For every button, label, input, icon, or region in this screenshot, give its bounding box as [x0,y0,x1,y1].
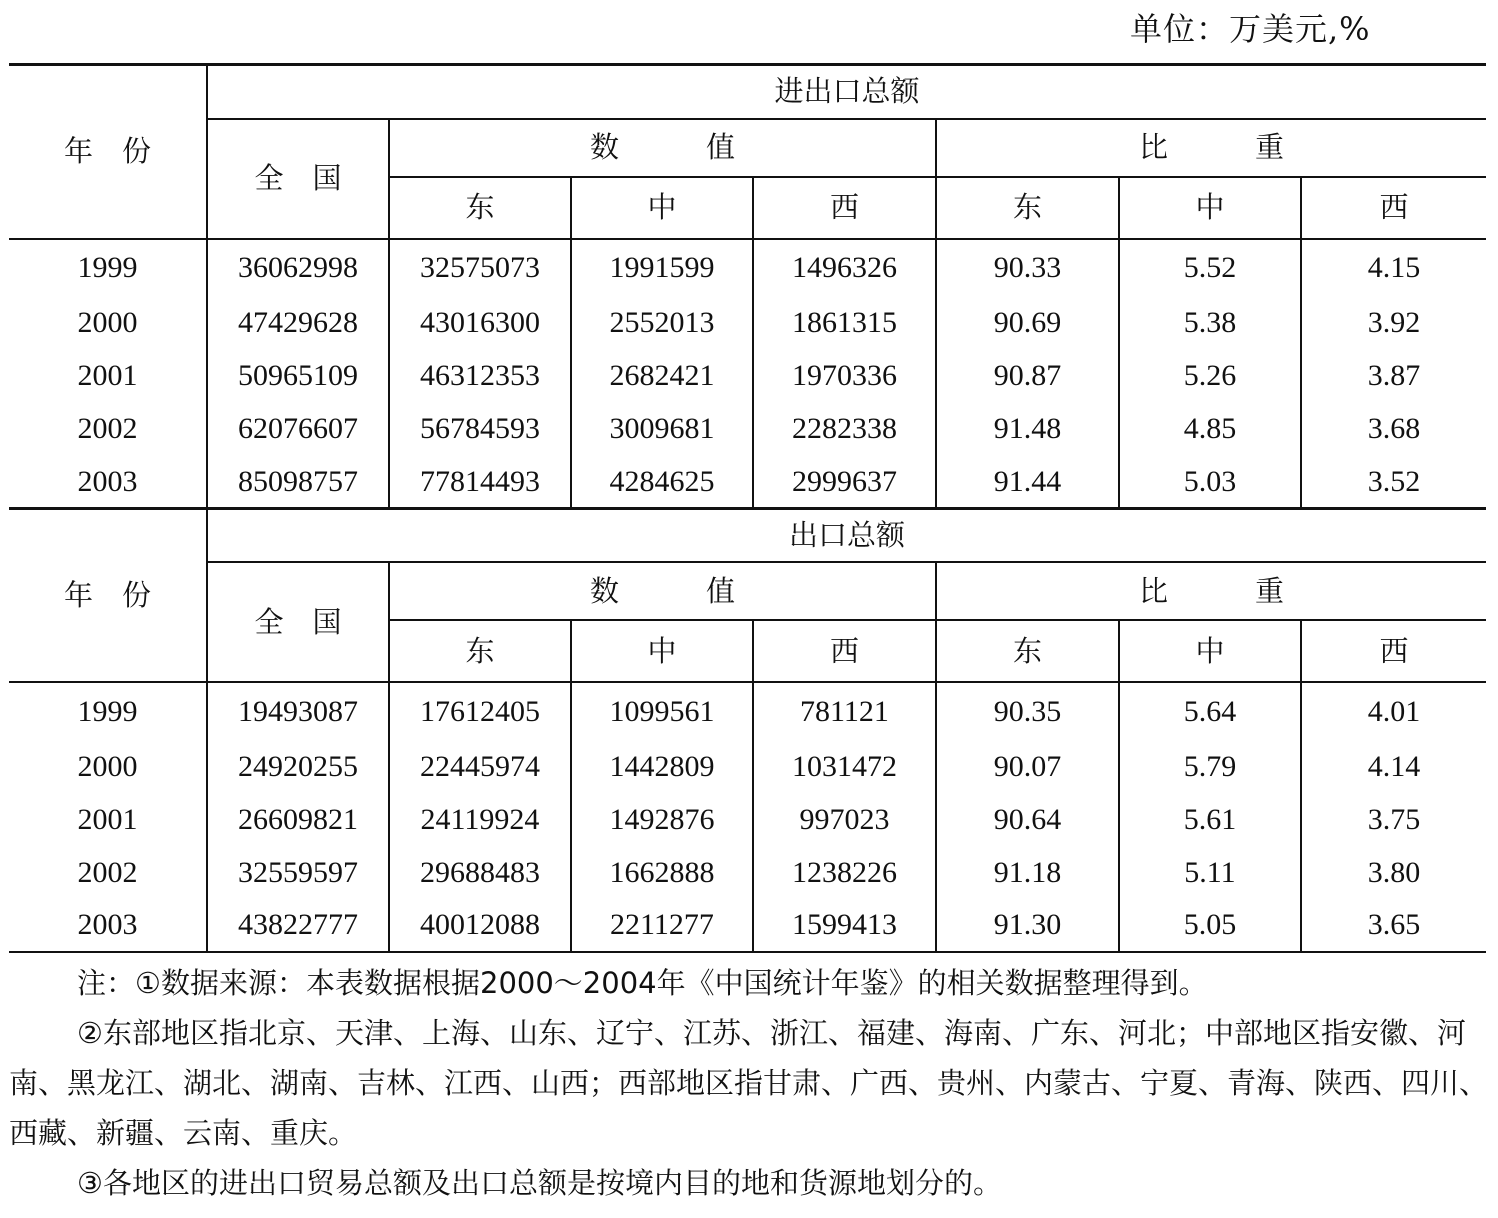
value-header: 数 值 [389,562,936,620]
east-value-cell: 40012088 [389,899,571,952]
region-central-header: 中 [1119,177,1301,239]
east-share-cell: 91.30 [936,899,1119,952]
west-value-cell: 1861315 [753,297,936,350]
central-value-cell: 3009681 [571,403,753,456]
east-value-cell: 17612405 [389,682,571,740]
central-value-cell: 1442809 [571,740,753,793]
table-row [9,682,1486,740]
east-value-cell: 77814493 [389,456,571,509]
west-share-cell: 4.14 [1301,740,1486,793]
region-west-header: 西 [753,620,936,682]
west-share-cell: 3.92 [1301,297,1486,350]
west-value-cell: 2999637 [753,456,936,509]
central-value-cell: 1991599 [571,239,753,297]
east-value-cell: 24119924 [389,793,571,846]
central-share-cell: 5.79 [1119,740,1301,793]
west-share-cell: 3.75 [1301,793,1486,846]
west-value-cell: 1970336 [753,350,936,403]
national-value-cell: 36062998 [207,239,389,297]
year-cell: 2001 [77,802,138,836]
west-share-cell: 3.80 [1301,846,1486,899]
year-cell: 2000 [77,306,138,339]
central-value-cell: 1662888 [571,846,753,899]
east-share-cell: 91.18 [936,846,1119,899]
table-row [9,239,1486,297]
national-value-cell: 24920255 [207,740,389,793]
national-value-cell: 85098757 [207,456,389,509]
west-share-cell: 3.65 [1301,899,1486,952]
central-share-cell: 5.11 [1119,846,1301,899]
east-share-cell: 91.48 [936,403,1119,456]
national-value-cell: 43822777 [207,899,389,952]
west-value-cell: 2282338 [753,403,936,456]
east-share-cell: 90.64 [936,793,1119,846]
note-regions: ②东部地区指北京、天津、上海、山东、辽宁、江苏、浙江、福建、海南、广东、河北；中部地区指安徽、河南、黑龙江、湖北、湖南、吉林、江西、山西；西部地区指甘肃、广西、贵州、内蒙古、宁夏、青海、陕西、四川、西藏、新疆、云南、重庆。 [9,1016,1489,1150]
west-value-cell: 781121 [753,682,936,740]
region-east-header: 东 [389,620,571,682]
national-value-cell: 19493087 [207,682,389,740]
table-row [9,846,1486,899]
import-export-table [9,63,1486,510]
east-share-cell: 90.69 [936,297,1119,350]
note-source: 注：①数据来源：本表数据根据2000～2004年《中国统计年鉴》的相关数据整理得到。 [77,966,1208,1000]
year-cell: 2002 [77,855,138,889]
national-header: 全 国 [207,562,389,682]
table-row [9,899,1486,952]
central-share-cell: 5.64 [1119,682,1301,740]
west-value-cell: 1031472 [753,740,936,793]
west-value-cell: 1496326 [753,239,936,297]
share-header: 比 重 [936,562,1486,620]
table-row [9,297,1486,350]
region-west-header: 西 [1301,620,1486,682]
table-row [9,793,1486,846]
value-header: 数 值 [389,119,936,177]
table-row [9,456,1486,509]
year-cell: 2003 [77,908,138,941]
central-value-cell: 1492876 [571,793,753,846]
national-value-cell: 47429628 [207,297,389,350]
west-value-cell: 997023 [753,793,936,846]
west-share-cell: 3.52 [1301,456,1486,509]
region-east-header: 东 [936,177,1119,239]
east-share-cell: 91.44 [936,456,1119,509]
central-share-cell: 5.38 [1119,297,1301,350]
central-share-cell: 4.85 [1119,403,1301,456]
national-value-cell: 32559597 [207,846,389,899]
table-row [9,350,1486,403]
region-east-header: 东 [389,177,571,239]
region-east-header: 东 [936,620,1119,682]
national-header: 全 国 [207,119,389,239]
region-west-header: 西 [753,177,936,239]
east-value-cell: 32575073 [389,239,571,297]
east-value-cell: 46312353 [389,350,571,403]
unit-label: 单位：万美元,% [1130,10,1371,48]
region-central-header: 中 [571,177,753,239]
central-share-cell: 5.05 [1119,899,1301,952]
export-table [9,507,1486,953]
central-value-cell: 2682421 [571,350,753,403]
share-header: 比 重 [936,119,1486,177]
year-cell: 2002 [77,412,138,445]
table-title: 出口总额 [207,508,1486,562]
central-value-cell: 1099561 [571,682,753,740]
west-share-cell: 4.15 [1301,239,1486,297]
national-value-cell: 50965109 [207,350,389,403]
central-share-cell: 5.61 [1119,793,1301,846]
east-value-cell: 56784593 [389,403,571,456]
central-share-cell: 5.26 [1119,350,1301,403]
region-central-header: 中 [571,620,753,682]
national-value-cell: 26609821 [207,793,389,846]
east-share-cell: 90.35 [936,682,1119,740]
note-division: ③各地区的进出口贸易总额及出口总额是按境内目的地和货源地划分的。 [77,1166,1002,1200]
year-cell: 1999 [77,251,138,284]
east-value-cell: 22445974 [389,740,571,793]
east-share-cell: 90.07 [936,740,1119,793]
year-cell: 2000 [77,749,138,783]
year-header: 年 份 [9,65,207,239]
region-west-header: 西 [1301,177,1486,239]
east-value-cell: 43016300 [389,297,571,350]
west-share-cell: 4.01 [1301,682,1486,740]
table-row [9,403,1486,456]
central-share-cell: 5.03 [1119,456,1301,509]
central-share-cell: 5.52 [1119,239,1301,297]
west-value-cell: 1599413 [753,899,936,952]
table-row [9,740,1486,793]
west-share-cell: 3.68 [1301,403,1486,456]
table-title: 进出口总额 [207,65,1486,119]
east-share-cell: 90.87 [936,350,1119,403]
central-value-cell: 2211277 [571,899,753,952]
region-central-header: 中 [1119,620,1301,682]
east-share-cell: 90.33 [936,239,1119,297]
west-share-cell: 3.87 [1301,350,1486,403]
national-value-cell: 62076607 [207,403,389,456]
central-value-cell: 4284625 [571,456,753,509]
year-cell: 2003 [77,464,138,498]
west-value-cell: 1238226 [753,846,936,899]
year-cell: 1999 [77,694,138,728]
year-cell: 2001 [77,359,138,392]
notes [9,958,1489,1208]
year-header: 年 份 [9,508,207,682]
central-value-cell: 2552013 [571,297,753,350]
east-value-cell: 29688483 [389,846,571,899]
